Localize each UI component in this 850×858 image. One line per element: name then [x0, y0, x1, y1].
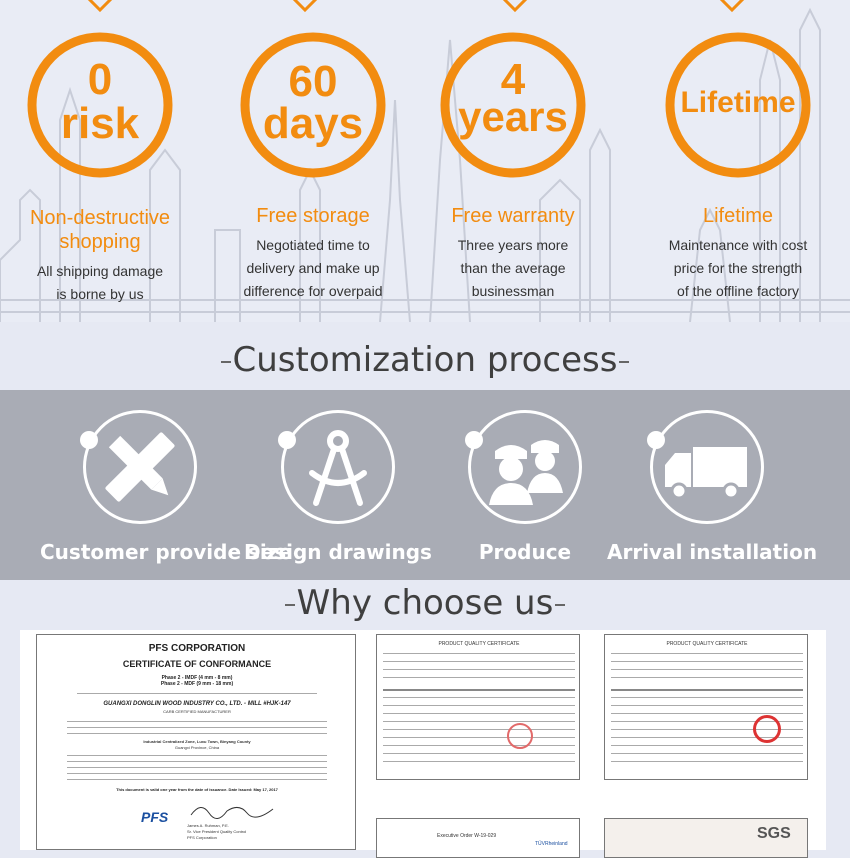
- cert-company: GUANGXI DONGLIN WOOD INDUSTRY CO., LTD. - MILL #HJK-147: [103, 701, 291, 707]
- signer-name: James A. Ruhman, P.E.: [187, 823, 229, 828]
- step-produce: [425, 410, 625, 564]
- cert-validity: This document is valid one year from the date of issuance. Date Issued: May 17, 2017: [116, 787, 278, 792]
- cert-header: PRODUCT QUALITY CERTIFICATE: [666, 641, 748, 647]
- years-ring: [438, 30, 588, 180]
- cert-heading: CERTIFICATE OF CONFORMANCE: [122, 659, 272, 669]
- promise-desc-line: is borne by us: [56, 286, 144, 302]
- ring-value: 60: [288, 57, 338, 106]
- promise-description: [413, 234, 613, 303]
- ring-unit: years: [458, 93, 568, 140]
- signature-image: [187, 799, 277, 821]
- promise-lifetime: [638, 30, 838, 303]
- signer-title: Sr. Vice President Quality Control: [187, 829, 247, 834]
- promise-desc-line: difference for overpaid: [243, 283, 383, 299]
- promise-zero-risk: [0, 30, 200, 306]
- ring-value: 4: [500, 55, 526, 104]
- promise-4-years: [413, 30, 613, 303]
- cert-phase: Phase 2 - MDF (9 mm - 18 mm): [160, 681, 234, 687]
- promise-title: Free warranty: [451, 205, 575, 227]
- promise-title: Lifetime: [702, 205, 774, 227]
- chevron-down-icon: [285, 0, 325, 14]
- step-arrival-installation: [607, 410, 818, 564]
- chevron-down-icon: [495, 0, 535, 14]
- section-heading: Customization process: [232, 340, 618, 380]
- promise-desc-line: All shipping damage: [36, 263, 164, 279]
- promise-desc-line: businessman: [471, 283, 555, 299]
- step-label: Arrival installation: [607, 540, 818, 564]
- sgs-logo: SGS: [757, 825, 791, 842]
- customization-title: [0, 340, 850, 380]
- promise-description: [638, 234, 838, 303]
- promise-60-days: [213, 30, 413, 303]
- red-stamp: [753, 715, 781, 743]
- promise-desc-line: Maintenance with cost: [668, 237, 808, 253]
- promise-desc-line: delivery and make up: [246, 260, 380, 276]
- cert-text: Executive Order W-19-029: [437, 833, 497, 839]
- certificates-gallery: [20, 630, 826, 850]
- promise-title: Free storage: [256, 205, 370, 227]
- section-heading: Why choose us: [296, 583, 554, 623]
- workers-icon: [468, 410, 582, 524]
- compass-icon: [281, 410, 395, 524]
- pfs-certificate: [36, 634, 356, 850]
- ring-unit: risk: [60, 99, 140, 148]
- cert-phase: Phase 2 - IMDF (4 mm - 8 mm): [161, 675, 233, 681]
- step-label: Customer provide size: [40, 540, 292, 564]
- promise-desc-line: Negotiated time to: [256, 237, 370, 253]
- promise-title: Non-destructive shopping: [29, 207, 171, 253]
- step-design-drawings: [238, 410, 438, 564]
- cert-province: Guangxi Province, China: [174, 745, 220, 750]
- promise-description: [0, 260, 200, 306]
- ring-value: Lifetime: [680, 86, 796, 119]
- signer-org: PFS Corporation: [187, 835, 217, 840]
- why-choose-us-title: [0, 583, 850, 623]
- red-stamp: [507, 723, 533, 749]
- truck-icon: [650, 410, 764, 524]
- cert-card: CARB CERTIFIED MANUFACTURER: [163, 709, 231, 714]
- cert-location: Industrial Centralized Zone, Luxu Town, Binyang County: [143, 739, 251, 744]
- ring-unit: days: [262, 99, 364, 148]
- lifetime-ring: [663, 30, 813, 180]
- step-customer-size: [40, 410, 292, 564]
- tuv-logo: TÜVRheinland: [535, 841, 568, 847]
- promise-description: [213, 234, 413, 303]
- step-label: Produce: [478, 540, 572, 564]
- pfs-logo: PFS: [141, 809, 169, 825]
- promise-desc-line: Three years more: [457, 237, 569, 253]
- ruler-pencil-icon: [83, 410, 197, 524]
- cert-org: PFS CORPORATION: [148, 643, 246, 654]
- step-label: Design drawings: [244, 540, 432, 564]
- sgs-certificate: [604, 818, 808, 858]
- quality-certificate: [604, 634, 808, 780]
- promise-desc-line: than the average: [460, 260, 566, 276]
- promise-desc-line: of the offline factory: [677, 283, 799, 299]
- days-ring: [238, 30, 388, 180]
- cert-header: PRODUCT QUALITY CERTIFICATE: [438, 641, 520, 647]
- tuv-certificate: [376, 818, 580, 858]
- chevron-down-icon: [712, 0, 752, 14]
- ring-value: 0: [87, 55, 113, 104]
- chevron-down-icon: [80, 0, 120, 14]
- quality-certificate: [376, 634, 580, 780]
- risk-ring: [25, 30, 175, 180]
- promise-desc-line: price for the strength: [673, 260, 803, 276]
